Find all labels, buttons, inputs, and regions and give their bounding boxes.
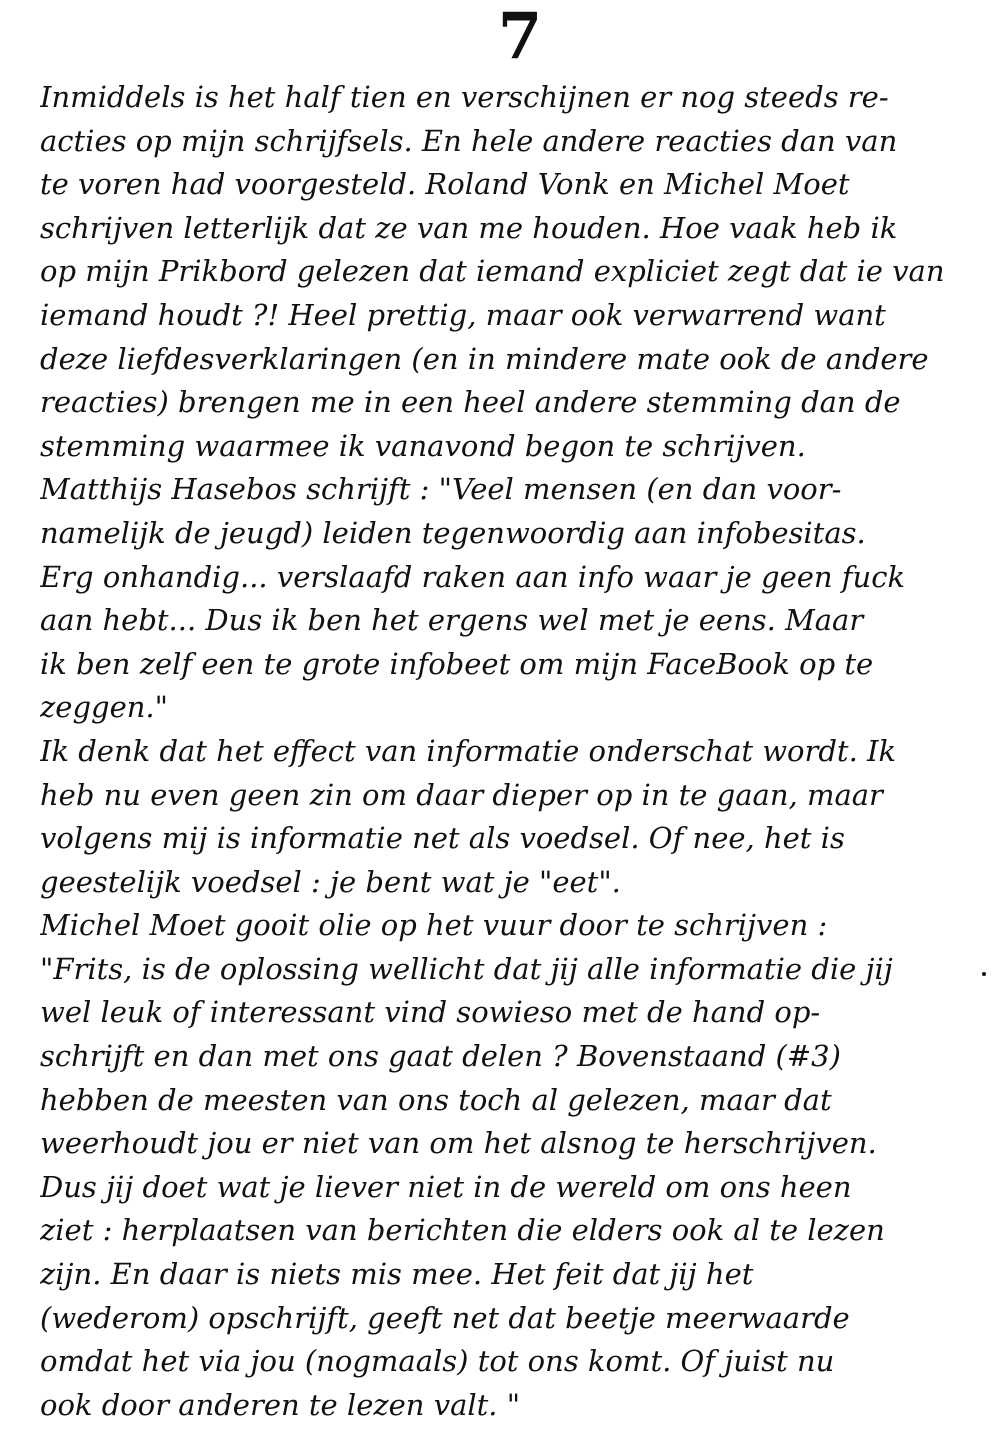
text-line: zeggen." bbox=[40, 690, 168, 725]
text-line: ziet : herplaatsen van berichten die elders ook al te lezen bbox=[40, 1213, 885, 1248]
text-line: acties op mijn schrijfsels. En hele andere reacties dan van bbox=[40, 123, 898, 158]
text-line: Inmiddels is het half tien en verschijnen er nog steeds re- bbox=[40, 80, 889, 114]
text-line: Ik denk dat het effect van informatie onderschat wordt. Ik bbox=[40, 733, 897, 768]
text-line: ook door anderen te lezen valt. " bbox=[40, 1387, 521, 1422]
text-line: te voren had voorgesteld. Roland Vonk en Michel Moet bbox=[40, 167, 850, 202]
text-line: zijn. En daar is niets mis mee. Het feit dat jij het bbox=[40, 1257, 754, 1292]
text-line: aan hebt... Dus ik ben het ergens wel met je eens. Maar bbox=[40, 603, 864, 638]
text-line: schrijft en dan met ons gaat delen ? Bovenstaand (#3) bbox=[40, 1039, 841, 1074]
text-line: volgens mij is informatie net als voedsel. Of nee, het is bbox=[40, 821, 845, 856]
handwritten-text-body bbox=[40, 76, 970, 1427]
text-line: (wederom) opschrijft, geeft net dat beetje meerwaarde bbox=[40, 1300, 850, 1335]
text-line: Erg onhandig... verslaafd raken aan info waar je geen fuck bbox=[40, 559, 906, 594]
text-line: deze liefdesverklaringen (en in mindere mate ook de andere bbox=[40, 341, 929, 376]
text-line: op mijn Prikbord gelezen dat iemand expliciet zegt dat ie van bbox=[40, 254, 945, 289]
text-line: schrijven letterlijk dat ze van me houden. Hoe vaak heb ik bbox=[40, 210, 898, 245]
text-line: heb nu even geen zin om daar dieper op in te gaan, maar bbox=[40, 777, 883, 812]
ink-dot-mark bbox=[982, 972, 986, 976]
text-line: weerhoudt jou er niet van om het alsnog te herschrijven. bbox=[40, 1126, 877, 1161]
page-number: 7 bbox=[497, 0, 543, 74]
text-line: Dus jij doet wat je liever niet in de wereld om ons heen bbox=[40, 1169, 852, 1204]
text-line: Matthijs Hasebos schrijft : "Veel mensen (en dan voor- bbox=[40, 472, 842, 507]
text-line: hebben de meesten van ons toch al gelezen, maar dat bbox=[40, 1082, 832, 1117]
text-line: iemand houdt ?! Heel prettig, maar ook verwarrend want bbox=[40, 297, 886, 332]
text-line: omdat het via jou (nogmaals) tot ons komt. Of juist nu bbox=[40, 1344, 835, 1379]
text-line: reacties) brengen me in een heel andere stemming dan de bbox=[40, 385, 901, 420]
text-line: Michel Moet gooit olie op het vuur door te schrijven : bbox=[40, 908, 828, 943]
text-line: ik ben zelf een te grote infobeet om mijn FaceBook op te bbox=[40, 646, 874, 681]
text-line: geestelijk voedsel : je bent wat je "eet". bbox=[40, 864, 621, 899]
text-line: wel leuk of interessant vind sowieso met de hand op- bbox=[40, 995, 821, 1030]
text-line: stemming waarmee ik vanavond begon te schrijven. bbox=[40, 428, 806, 463]
text-line: "Frits, is de oplossing wellicht dat jij alle informatie die jij bbox=[40, 951, 893, 986]
text-line: namelijk de jeugd) leiden tegenwoordig aan infobesitas. bbox=[40, 515, 866, 550]
